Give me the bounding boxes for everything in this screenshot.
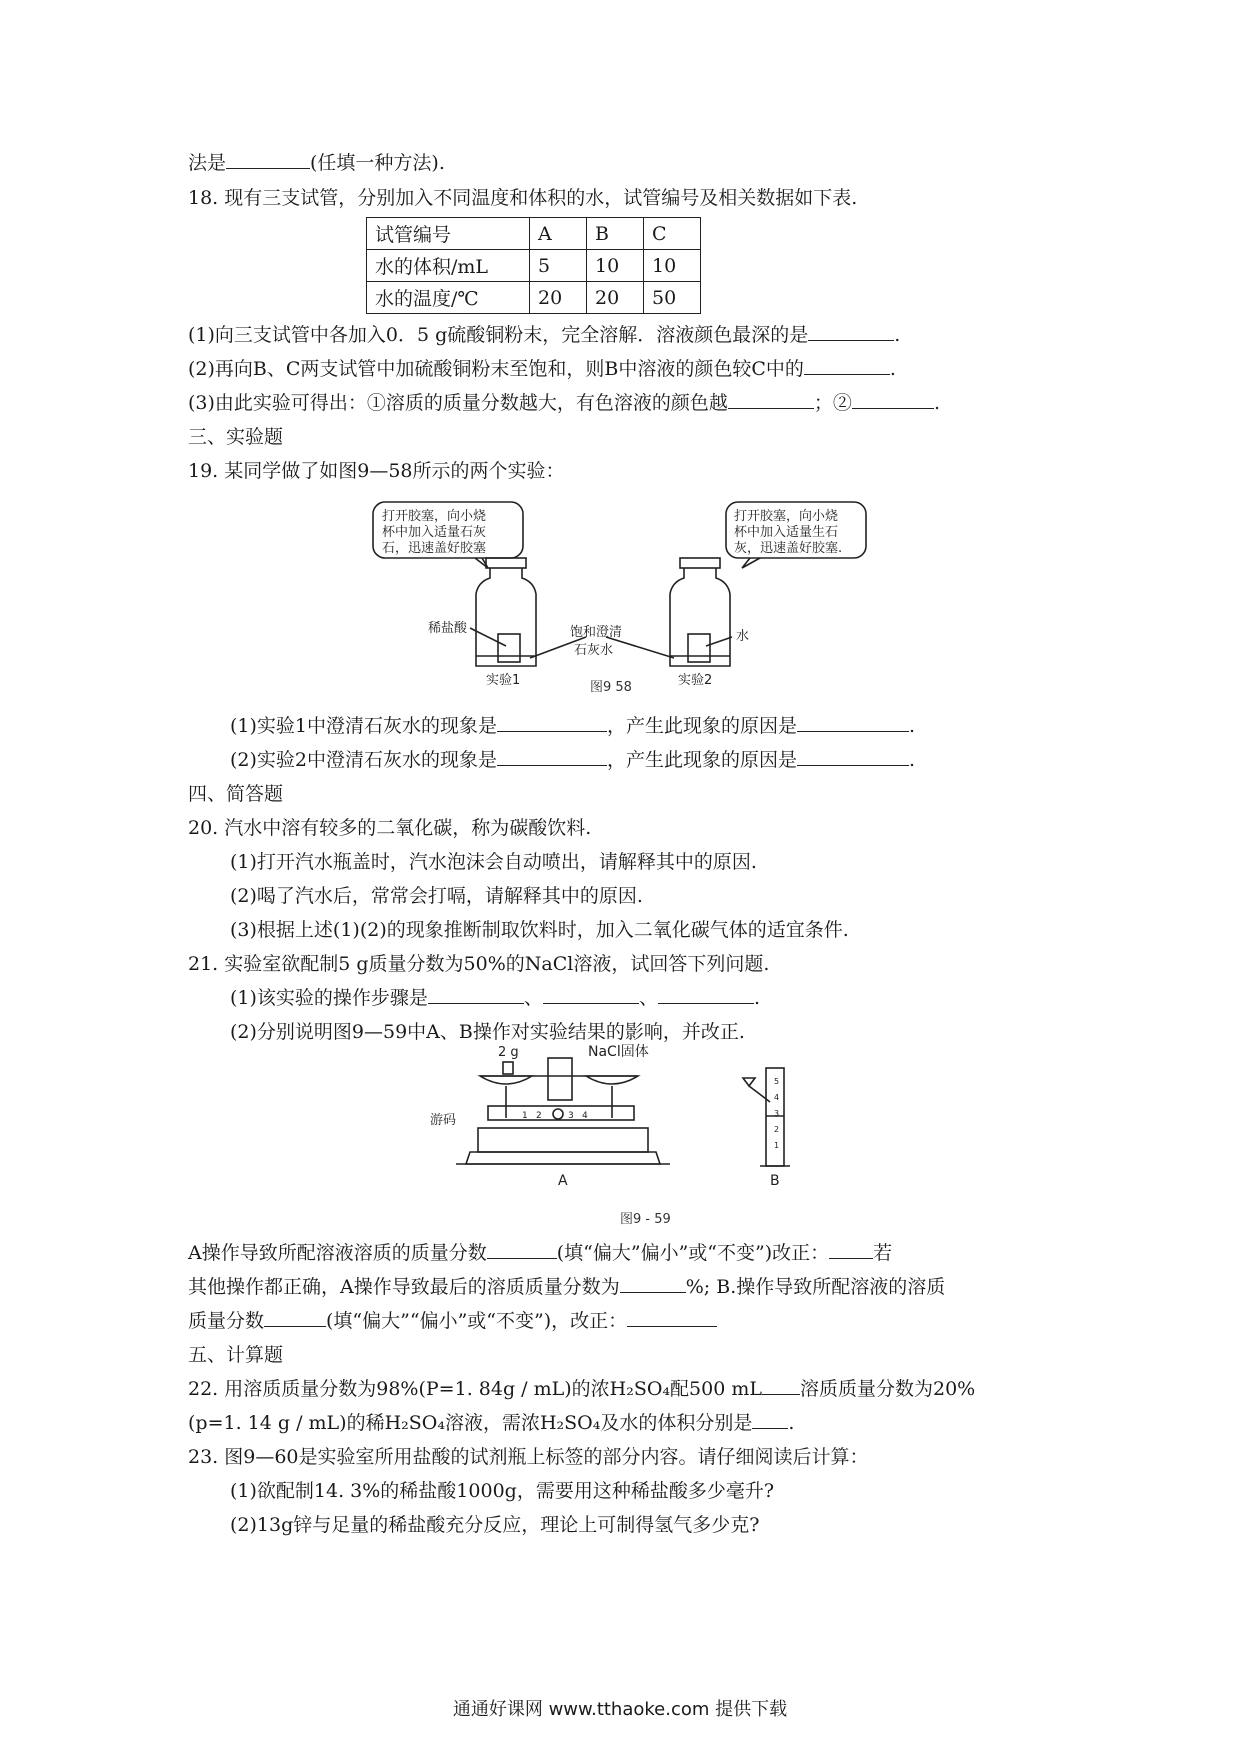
- test-tube-table: [366, 217, 701, 314]
- cylinder-mark: 4: [774, 1093, 780, 1102]
- figure-9-58: [370, 500, 870, 700]
- cylinder-mark: 3: [774, 1109, 780, 1118]
- nacl-label: NaCl固体: [588, 1044, 649, 1060]
- text-line: (2)实验2中澄清石灰水的现象是 ，产生此现象的原因是 .: [230, 749, 916, 771]
- text-line: (2)13g锌与足量的稀盐酸充分反应，理论上可制得氢气多少克?: [230, 1514, 760, 1536]
- table-row: 水的温度/℃ 20 20 50: [367, 282, 701, 314]
- text-line: (1)欲配制14. 3%的稀盐酸1000g，需要用这种稀盐酸多少毫升?: [230, 1480, 775, 1502]
- question-18: 18. 现有三支试管，分别加入不同温度和体积的水，试管编号及相关数据如下表.: [188, 187, 858, 209]
- question-22: 22. 用溶质质量分数为98%(P=1. 84g / mL)的浓H₂SO₄配500 mL 溶质质量分数为20%: [188, 1378, 976, 1400]
- cylinder-mark: 5: [774, 1077, 780, 1086]
- text-line: (2)喝了汽水后，常常会打嗝，请解释其中的原因.: [230, 885, 643, 907]
- label-acid: 稀盐酸: [428, 621, 468, 636]
- label-b: B: [770, 1173, 780, 1189]
- figure-caption: 图9 - 59: [620, 1212, 671, 1227]
- table-row: 水的体积/mL 5 10 10: [367, 250, 701, 282]
- text-line: (1)打开汽水瓶盖时，汽水泡沫会自动喷出，请解释其中的原因.: [230, 851, 757, 873]
- text-line: 质量分数 (填“偏大”“偏小”或“不变”)，改正：: [188, 1308, 717, 1334]
- text-line: 其他操作都正确，A操作导致最后的溶质质量分数为 %; B.操作导致所配溶液的溶质: [188, 1276, 946, 1298]
- scale-tick: 3: [568, 1111, 574, 1121]
- text-line: (1)实验1中澄清石灰水的现象是 ，产生此现象的原因是 .: [230, 715, 916, 737]
- cylinder-mark: 1: [774, 1141, 780, 1150]
- page-footer: 通通好课网 www.tthaoke.com 提供下载: [452, 1699, 788, 1720]
- text-line: (1)向三支试管中各加入0．5 g硫酸铜粉末，完全溶解．溶液颜色最深的是 .: [188, 324, 901, 346]
- bubble-text: 打开胶塞，向小烧: [382, 509, 487, 524]
- bubble-text: 打开胶塞，向小烧: [734, 509, 839, 524]
- table-row: 试管编号 A B C: [367, 218, 701, 250]
- label-exp2: 实验2: [678, 673, 713, 688]
- section-heading: 五、计算题: [188, 1344, 284, 1366]
- question-20: 20. 汽水中溶有较多的二氧化碳，称为碳酸饮料.: [188, 817, 592, 839]
- text-line: (1)该实验的操作步骤是 、 、 .: [230, 987, 760, 1009]
- text-line: (3)由此实验可得出：①溶质的质量分数越大，有色溶液的颜色越 ；② .: [188, 392, 940, 414]
- scale-tick: 2: [536, 1111, 542, 1121]
- figure-caption: 图9 58: [590, 680, 632, 695]
- section-heading: 三、实验题: [188, 426, 284, 448]
- question-23: 23. 图9—60是实验室所用盐酸的试剂瓶上标签的部分内容。请仔细阅读后计算：: [188, 1446, 869, 1468]
- question-21: 21. 实验室欲配制5 g质量分数为50%的NaCl溶液，试回答下列问题.: [188, 953, 770, 975]
- question-19: 19. 某同学做了如图9—58所示的两个实验：: [188, 460, 565, 482]
- weight-label: 2 g: [498, 1045, 519, 1060]
- answer-blank: [226, 150, 310, 169]
- bubble-text: 灰，迅速盖好胶塞.: [734, 541, 843, 556]
- bubble-text: 杯中加入适量生石: [734, 525, 839, 540]
- text-line: (3)根据上述(1)(2)的现象推断制取饮料时，加入二氧化碳气体的适宜条件.: [230, 919, 849, 941]
- text-line: A操作导致所配溶液溶质的质量分数 (填“偏大”偏小”或“不变”)改正： 若: [188, 1242, 893, 1264]
- bubble-text: 杯中加入适量石灰: [382, 525, 487, 540]
- label-a: A: [558, 1173, 568, 1189]
- rider-label: 游码: [430, 1113, 457, 1128]
- label-exp1: 实验1: [486, 673, 521, 688]
- bubble-text: 石，迅速盖好胶塞: [382, 541, 487, 556]
- figure-9-59: [430, 1040, 860, 1220]
- text-line: 法是 (任填一种方法).: [188, 152, 445, 174]
- text-line: (p=1. 14 g / mL)的稀H₂SO₄溶液，需浓H₂SO₄及水的体积分别是 .: [188, 1412, 795, 1434]
- text-line: (2)再向B、C两支试管中加硫酸铜粉末至饱和，则B中溶液的颜色较C中的 .: [188, 358, 896, 380]
- scale-tick: 4: [582, 1111, 588, 1121]
- label-limewater: 石灰水: [574, 643, 614, 658]
- scale-tick: 1: [522, 1111, 528, 1121]
- label-limewater: 饱和澄清: [570, 625, 623, 640]
- section-heading: 四、简答题: [188, 783, 284, 805]
- cylinder-mark: 2: [774, 1125, 780, 1134]
- label-water: 水: [736, 629, 750, 644]
- text-line: (2)分别说明图9—59中A、B操作对实验结果的影响，并改正.: [230, 1021, 745, 1043]
